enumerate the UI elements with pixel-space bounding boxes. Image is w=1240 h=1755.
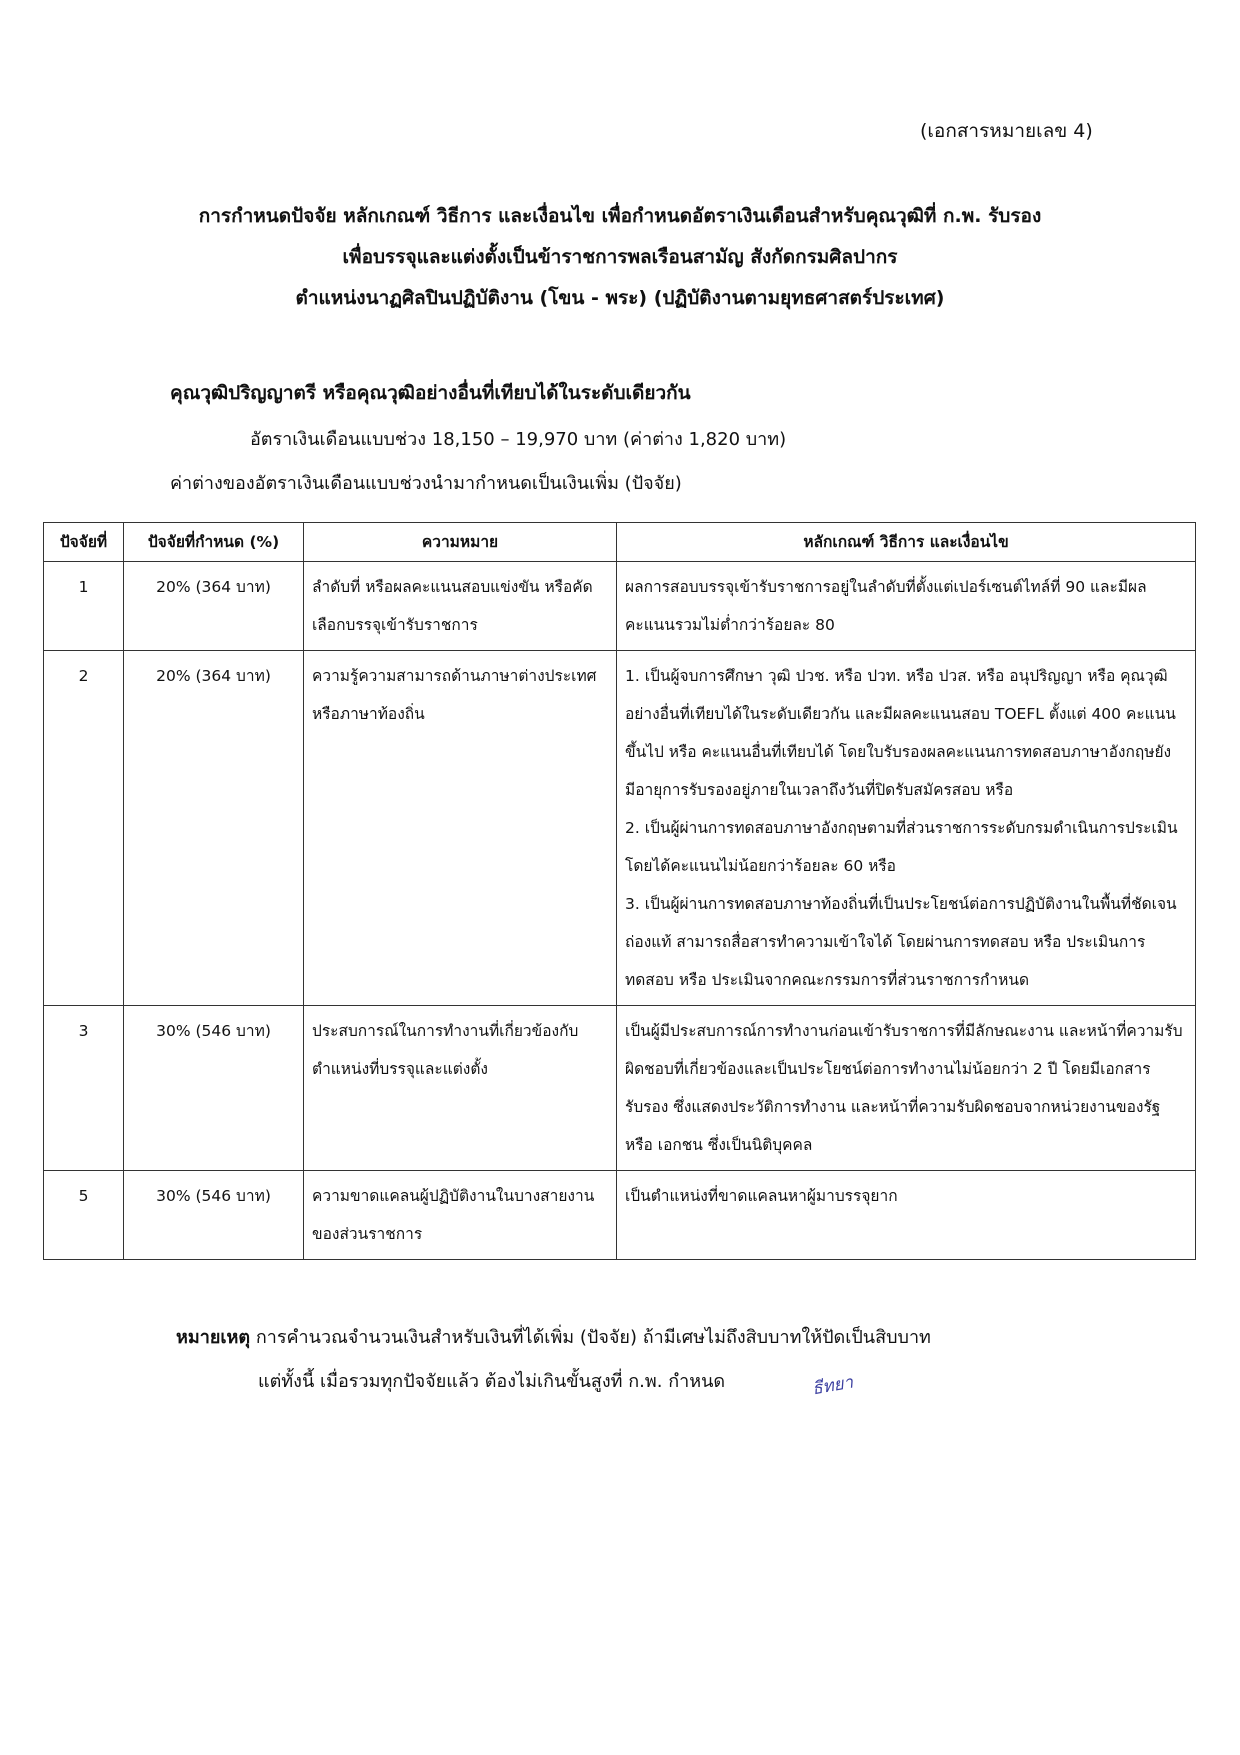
factor-meaning: ลำดับที่ หรือผลคะแนนสอบแข่งขัน หรือคัดเลือกบรรจุเข้ารับราชการ — [304, 562, 617, 651]
title-line-2: เพื่อบรรจุและแต่งตั้งเป็นข้าราชการพลเรือนสามัญ สังกัดกรมศิลปากร — [342, 246, 898, 268]
difference-note: ค่าต่างของอัตราเงินเดือนแบบช่วงนำมากำหนดเป็นเงินเพิ่ม (ปัจจัย) — [170, 473, 682, 494]
factor-percent: 30% (546 บาท) — [124, 1171, 304, 1260]
document-reference: (เอกสารหมายเลข 4) — [920, 120, 1093, 142]
table-header-row — [44, 523, 1196, 562]
header-criteria: หลักเกณฑ์ วิธีการ และเงื่อนไข — [617, 523, 1196, 562]
handwritten-signature: ธีทยา — [810, 1372, 855, 1400]
factors-table — [43, 522, 1196, 1260]
title-line-1: การกำหนดปัจจัย หลักเกณฑ์ วิธีการ และเงื่อนไข เพื่อกำหนดอัตราเงินเดือนสำหรับคุณวุฒิที่ ก.พ. รับรอง — [198, 205, 1042, 227]
criteria-item: ผลการสอบบรรจุเข้ารับราชการอยู่ในลำดับที่ตั้งแต่เปอร์เซนต์ไทล์ที่ 90 และมีผลคะแนนรวมไม่ต่ำกว่าร้อยละ 80 — [625, 578, 1147, 634]
factor-meaning: ความขาดแคลนผู้ปฏิบัติงานในบางสายงานของส่วนราชการ — [304, 1171, 617, 1260]
table-row — [44, 651, 1196, 1006]
remark-text: การคำนวณจำนวนเงินสำหรับเงินที่ได้เพิ่ม (ปัจจัย) ถ้ามีเศษไม่ถึงสิบบาทให้ปัดเป็นสิบบาท — [255, 1327, 931, 1348]
header-meaning: ความหมาย — [304, 523, 617, 562]
criteria-item: เป็นผู้มีประสบการณ์การทำงานก่อนเข้ารับราชการที่มีลักษณะงาน และหน้าที่ความรับผิดชอบที่เกี่ยวข้องและเป็นประโยชน์ต่อการทำงานไม่น้อยกว่า 2 ปี โดยมีเอกสารรับรอง ซึ่งแสดงประวัติการทำงาน และหน้าที่ความรับผิดชอบจากหน่วยงานของรัฐ หรือ เอกชน ซึ่งเป็นนิติบุคคล — [625, 1022, 1183, 1154]
factor-no: 1 — [44, 562, 124, 651]
factor-no: 5 — [44, 1171, 124, 1260]
factor-meaning: ประสบการณ์ในการทำงานที่เกี่ยวข้องกับตำแหน่งที่บรรจุและแต่งตั้ง — [304, 1006, 617, 1171]
table-row — [44, 1006, 1196, 1171]
header-factor-percent: ปัจจัยที่กำหนด (%) — [124, 523, 304, 562]
factor-no: 3 — [44, 1006, 124, 1171]
remark — [176, 1322, 931, 1351]
document-title — [60, 196, 1180, 319]
qualification-title: คุณวุฒิปริญญาตรี หรือคุณวุฒิอย่างอื่นที่เทียบได้ในระดับเดียวกัน — [170, 382, 691, 404]
criteria-item: เป็นตำแหน่งที่ขาดแคลนหาผู้มาบรรจุยาก — [625, 1187, 898, 1205]
factor-percent: 30% (546 บาท) — [124, 1006, 304, 1171]
criteria-item: 2. เป็นผู้ผ่านการทดสอบภาษาอังกฤษตามที่ส่วนราชการระดับกรมดำเนินการประเมิน โดยได้คะแนนไม่น้อยกว่าร้อยละ 60 หรือ — [625, 819, 1178, 875]
factor-meaning: ความรู้ความสามารถด้านภาษาต่างประเทศ หรือภาษาท้องถิ่น — [304, 651, 617, 1006]
header-factor-no: ปัจจัยที่ — [44, 523, 124, 562]
factor-criteria — [617, 651, 1196, 1006]
table-row — [44, 1171, 1196, 1260]
criteria-item: 3. เป็นผู้ผ่านการทดสอบภาษาท้องถิ่นที่เป็นประโยชน์ต่อการปฏิบัติงานในพื้นที่ชัดเจน ถ่องแท้ สามารถสื่อสารทำความเข้าใจได้ โดยผ่านการทดสอบ หรือ ประเมินการทดสอบ หรือ ประเมินจากคณะกรรมการที่ส่วนราชการกำหนด — [625, 895, 1177, 989]
criteria-item: 1. เป็นผู้จบการศึกษา วุฒิ ปวช. หรือ ปวท. หรือ ปวส. หรือ อนุปริญญา หรือ คุณวุฒิอย่างอื่นที่เทียบได้ในระดับเดียวกัน และมีผลคะแนนสอบ TOEFL ตั้งแต่ 400 คะแนนขึ้นไป หรือ คะแนนอื่นที่เทียบได้ โดยใบรับรองผลคะแนนการทดสอบภาษาอังกฤษยังมีอายุการรับรองอยู่ภายในเวลาถึงวันที่ปิดรับสมัครสอบ หรือ — [625, 667, 1176, 799]
factor-criteria — [617, 1006, 1196, 1171]
salary-range: อัตราเงินเดือนแบบช่วง 18,150 – 19,970 บาท (ค่าต่าง 1,820 บาท) — [250, 429, 787, 450]
factor-criteria — [617, 1171, 1196, 1260]
factor-percent: 20% (364 บาท) — [124, 562, 304, 651]
title-line-3: ตำแหน่งนาฏศิลปินปฏิบัติงาน (โขน - พระ) (ปฏิบัติงานตามยุทธศาสตร์ประเทศ) — [295, 287, 945, 309]
factor-criteria — [617, 562, 1196, 651]
remark-label: หมายเหตุ — [176, 1327, 251, 1348]
table-row — [44, 562, 1196, 651]
remark-text-2: แต่ทั้งนี้ เมื่อรวมทุกปัจจัยแล้ว ต้องไม่เกินขั้นสูงที่ ก.พ. กำหนด — [258, 1371, 726, 1392]
factor-percent: 20% (364 บาท) — [124, 651, 304, 1006]
factor-no: 2 — [44, 651, 124, 1006]
